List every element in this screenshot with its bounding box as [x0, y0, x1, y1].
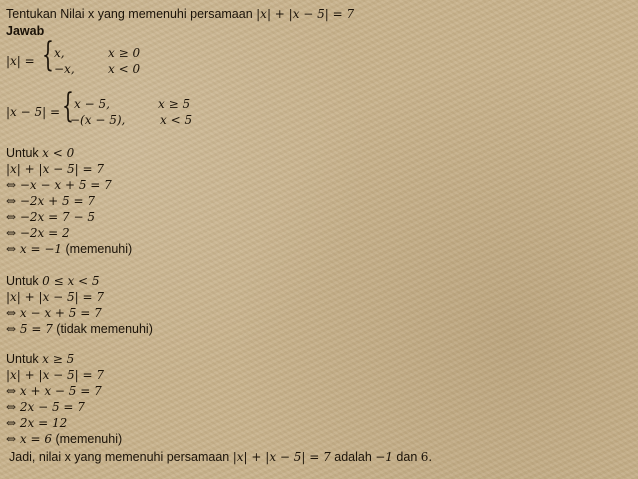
- abs-x5-case1-cond: x ≥ 5: [158, 97, 191, 111]
- case-b-step: |x| + |x − 5| = 7: [6, 290, 105, 304]
- abs-x-case1-expr: x,: [54, 46, 65, 60]
- answer-heading: Jawab: [6, 24, 45, 38]
- case-c-result-math: ⇔ x = 6: [6, 432, 52, 446]
- abs-x-case2-expr: −x,: [54, 62, 75, 76]
- case-c-heading-text: Untuk: [6, 352, 43, 366]
- case-c-step: ⇔ 2x − 5 = 7: [6, 400, 85, 414]
- case-a-step: |x| + |x − 5| = 7: [6, 162, 105, 176]
- case-a-step: ⇔ −x − x + 5 = 7: [6, 178, 112, 192]
- conclusion-line: [9, 449, 432, 465]
- case-b-heading-math: 0 ≤ x < 5: [42, 274, 100, 288]
- abs-x5-case2-cond: x < 5: [160, 113, 193, 127]
- case-c-step: ⇔ x + x − 5 = 7: [6, 384, 102, 398]
- case-b-step: ⇔ x − x + 5 = 7: [6, 306, 102, 320]
- case-a-step: ⇔ −2x = 7 − 5: [6, 210, 95, 224]
- question-equation: |x| + |x − 5| = 7: [256, 7, 355, 21]
- case-b-heading: [6, 273, 100, 289]
- case-b-result-text: (tidak memenuhi): [52, 322, 153, 336]
- case-a-heading: [6, 145, 74, 161]
- case-c-result-text: (memenuhi): [51, 432, 123, 446]
- question-line: [6, 6, 354, 22]
- conclusion-text: adalah: [330, 450, 376, 464]
- abs-x5-case1-expr: x − 5,: [74, 97, 110, 111]
- abs-x-case2-cond: x < 0: [108, 62, 141, 76]
- case-c-step: |x| + |x − 5| = 7: [6, 368, 105, 382]
- case-c-heading-math: x ≥ 5: [42, 352, 75, 366]
- abs-x-brace: {: [42, 35, 54, 75]
- case-c-heading: [6, 351, 74, 367]
- conclusion-value: −1: [375, 450, 393, 464]
- conclusion-text: dan: [392, 450, 421, 464]
- question-text: Tentukan Nilai x yang memenuhi persamaan: [6, 7, 257, 21]
- case-a-step: ⇔ −2x = 2: [6, 226, 70, 240]
- conclusion-equation: |x| + |x − 5| = 7: [232, 450, 331, 464]
- case-b-result: [6, 321, 153, 337]
- abs-x5-lhs: |x − 5| =: [6, 105, 61, 119]
- case-a-result: [6, 241, 132, 257]
- conclusion-value: 6.: [420, 450, 433, 464]
- case-a-result-text: (memenuhi): [62, 242, 133, 256]
- case-a-step: ⇔ −2x + 5 = 7: [6, 194, 95, 208]
- case-c-result: [6, 431, 122, 447]
- abs-x5-case2-expr: −(x − 5),: [70, 113, 126, 127]
- conclusion-text: Jadi, nilai x yang memenuhi persamaan: [9, 450, 233, 464]
- case-a-heading-text: Untuk: [6, 146, 43, 160]
- abs-x-case1-cond: x ≥ 0: [108, 46, 141, 60]
- abs-x-lhs: |x| =: [6, 54, 35, 68]
- case-b-heading-text: Untuk: [6, 274, 43, 288]
- case-a-heading-math: x < 0: [42, 146, 75, 160]
- case-b-result-math: ⇔ 5 = 7: [6, 322, 53, 336]
- case-c-step: ⇔ 2x = 12: [6, 416, 68, 430]
- case-a-result-math: ⇔ x = −1: [6, 242, 63, 256]
- abs-x5-brace: {: [62, 86, 74, 126]
